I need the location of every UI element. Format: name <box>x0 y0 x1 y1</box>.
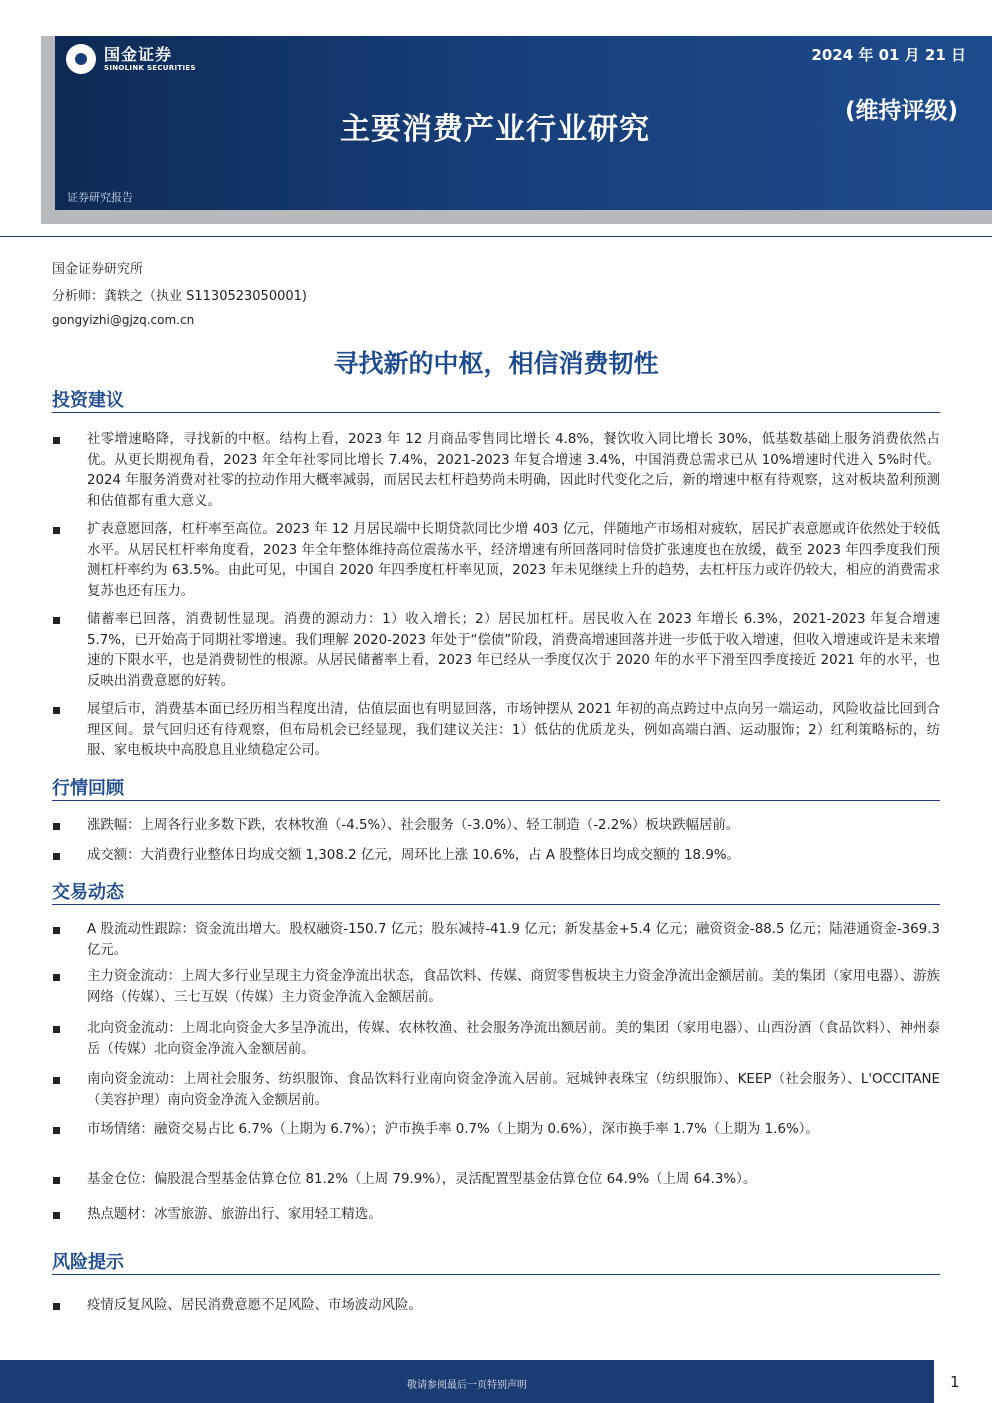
rating-label: (维持评级) <box>844 98 958 124</box>
list-item: 储蓄率已回落，消费韧性显现。消费的源动力：1）收入增长；2）居民加杠杆。居民收入在 2023 年增长 6.3%，2021-2023 年复合增速 5.7%，已开始高于同期社零增速。我们理解 2020-2023 年处于“偿债”阶段，消费高增速回落并进一步低于收入增速，但收入增速或许是未来增速的下限水平，也是消费韧性的根源。从居民储蓄率上看，2023 年已经从一季度仅次于 2020 年的水平下滑至四季度接近 2021 年的水平，也反映出消费意愿的好转。 <box>52 610 940 692</box>
analyst-email: gongyizhi@gjzq.com.cn <box>52 313 195 327</box>
list-item: 疫情反复风险、居民消费意愿不足风险、市场波动风险。 <box>52 1296 940 1317</box>
list-item: A 股流动性跟踪：资金流出增大。股权融资-150.7 亿元；股东减持-41.9 亿元；新发基金+5.4 亿元；融资资金-88.5 亿元；陆港通资金-369.3 亿元。 <box>52 920 940 961</box>
list-item: 社零增速略降，寻找新的中枢。结构上看，2023 年 12 月商品零售同比增长 4.8%，餐饮收入同比增长 30%，低基数基础上服务消费依然占优。从更长期视角看，2023 年全年社零同比增长 7.4%，2021-2023 年复合增速 3.4%，中国消费总需求已从 10%增速时代进入 5%时代。2024 年服务消费对社零的拉动作用大概率减弱，而居民去杠杆趋势尚未明确，因此时代变化之后，新的增速中枢有待观察，这对板块盈利预测和估值都有重大意义。 <box>52 430 940 512</box>
header-divider <box>0 236 992 237</box>
bullet-square-icon <box>53 527 60 534</box>
section-title-risk: 风险提示 <box>52 1252 124 1273</box>
report-title: 主要消费产业行业研究 <box>340 112 650 147</box>
bullet-square-icon <box>53 1212 60 1219</box>
bullet-square-icon <box>53 1303 60 1310</box>
report-type: 证券研究报告 <box>67 191 133 204</box>
list-item: 涨跌幅：上周各行业多数下跌，农林牧渔（-4.5%）、社会服务（-3.0%）、轻工制造（-2.2%）板块跌幅居前。 <box>52 816 940 837</box>
bullet-square-icon <box>53 823 60 830</box>
bullet-square-icon <box>53 974 60 981</box>
company-logo <box>66 44 196 74</box>
logo-name-en: SINOLINK SECURITIES <box>104 63 196 72</box>
report-date: 2024 年 01 月 21 日 <box>811 46 966 64</box>
institute-name: 国金证券研究所 <box>52 262 144 277</box>
section-title-trading: 交易动态 <box>52 882 124 903</box>
list-item: 主力资金流动：上周大多行业呈现主力资金净流出状态，食品饮料、传媒、商贸零售板块主力资金净流出金额居前。美的集团（家用电器）、游族网络（传媒）、三七互娱（传媒）主力资金净流入金额居前。 <box>52 967 940 1008</box>
logo-name-cn: 国金证券 <box>104 44 173 64</box>
bullet-square-icon <box>53 927 60 934</box>
list-item: 扩表意愿回落，杠杆率至高位。2023 年 12 月居民端中长期贷款同比少增 403 亿元，伴随地产市场相对疲软，居民扩表意愿或许依然处于较低水平。从居民杠杆率角度看，2023 年全年整体维持高位震荡水平，经济增速有所回落同时信贷扩张速度也在放缓，截至 2023 年四季度我们预测杠杆率约为 63.5%。由此可见，中国自 2020 年四季度杠杆率见顶，2023 年未见继续上升的趋势，去杠杆压力或许仍较大，相应的消费需求复苏也还有压力。 <box>52 520 940 602</box>
section-rule <box>52 1274 940 1275</box>
page-number: 1 <box>950 1373 960 1391</box>
bullet-square-icon <box>53 437 60 444</box>
footer-disclaimer-note: 敬请参阅最后一页特别声明 <box>407 1380 527 1391</box>
bullet-square-icon <box>53 1127 60 1134</box>
bullet-square-icon <box>53 853 60 860</box>
bullet-square-icon <box>53 1077 60 1084</box>
list-item: 展望后市，消费基本面已经历相当程度出清，估值层面也有明显回落，市场钟摆从 2021 年初的高点跨过中点向另一端运动，风险收益比回到合理区间。景气回归还有待观察，但布局机会已经显现，我们建议关注：1）低估的优质龙头，例如高端白酒、运动服饰；2）红利策略标的，纺服、家电板块中高股息且业绩稳定公司。 <box>52 700 940 762</box>
section-title-invest: 投资建议 <box>52 390 124 411</box>
list-item: 南向资金流动：上周社会服务、纺织服饰、食品饮料行业南向资金净流入居前。冠城钟表珠宝（纺织服饰）、KEEP（社会服务）、L'OCCITANE（美容护理）南向资金净流入金额居前。 <box>52 1070 940 1111</box>
list-item: 热点题材：冰雪旅游、旅游出行、家用轻工精选。 <box>52 1205 940 1226</box>
logo-circle-icon <box>66 44 96 74</box>
section-title-market: 行情回顾 <box>52 778 124 799</box>
analyst-name: 分析师：龚轶之（执业 S1130523050001) <box>52 289 307 304</box>
bullet-square-icon <box>53 617 60 624</box>
bullet-square-icon <box>53 707 60 714</box>
list-item: 市场情绪：融资交易占比 6.7%（上期为 6.7%）；沪市换手率 0.7%（上期为 0.6%），深市换手率 1.7%（上期为 1.6%）。 <box>52 1120 940 1141</box>
list-item: 北向资金流动：上周北向资金大多呈净流出，传媒、农林牧渔、社会服务净流出额居前。美的集团（家用电器）、山西汾酒（食品饮料）、神州泰岳（传媒）北向资金净流入金额居前。 <box>52 1019 940 1060</box>
bullet-square-icon <box>53 1026 60 1033</box>
list-item: 基金仓位：偏股混合型基金估算仓位 81.2%（上周 79.9%），灵活配置型基金估算仓位 64.9%（上周 64.3%）。 <box>52 1170 940 1191</box>
section-rule <box>52 800 940 801</box>
report-headline: 寻找新的中枢，相信消费韧性 <box>333 349 659 378</box>
section-rule <box>52 904 940 905</box>
bullet-square-icon <box>53 1177 60 1184</box>
list-item: 成交额：大消费行业整体日均成交额 1,308.2 亿元，周环比上涨 10.6%，占 A 股整体日均成交额的 18.9%。 <box>52 846 940 867</box>
section-rule <box>52 412 940 413</box>
